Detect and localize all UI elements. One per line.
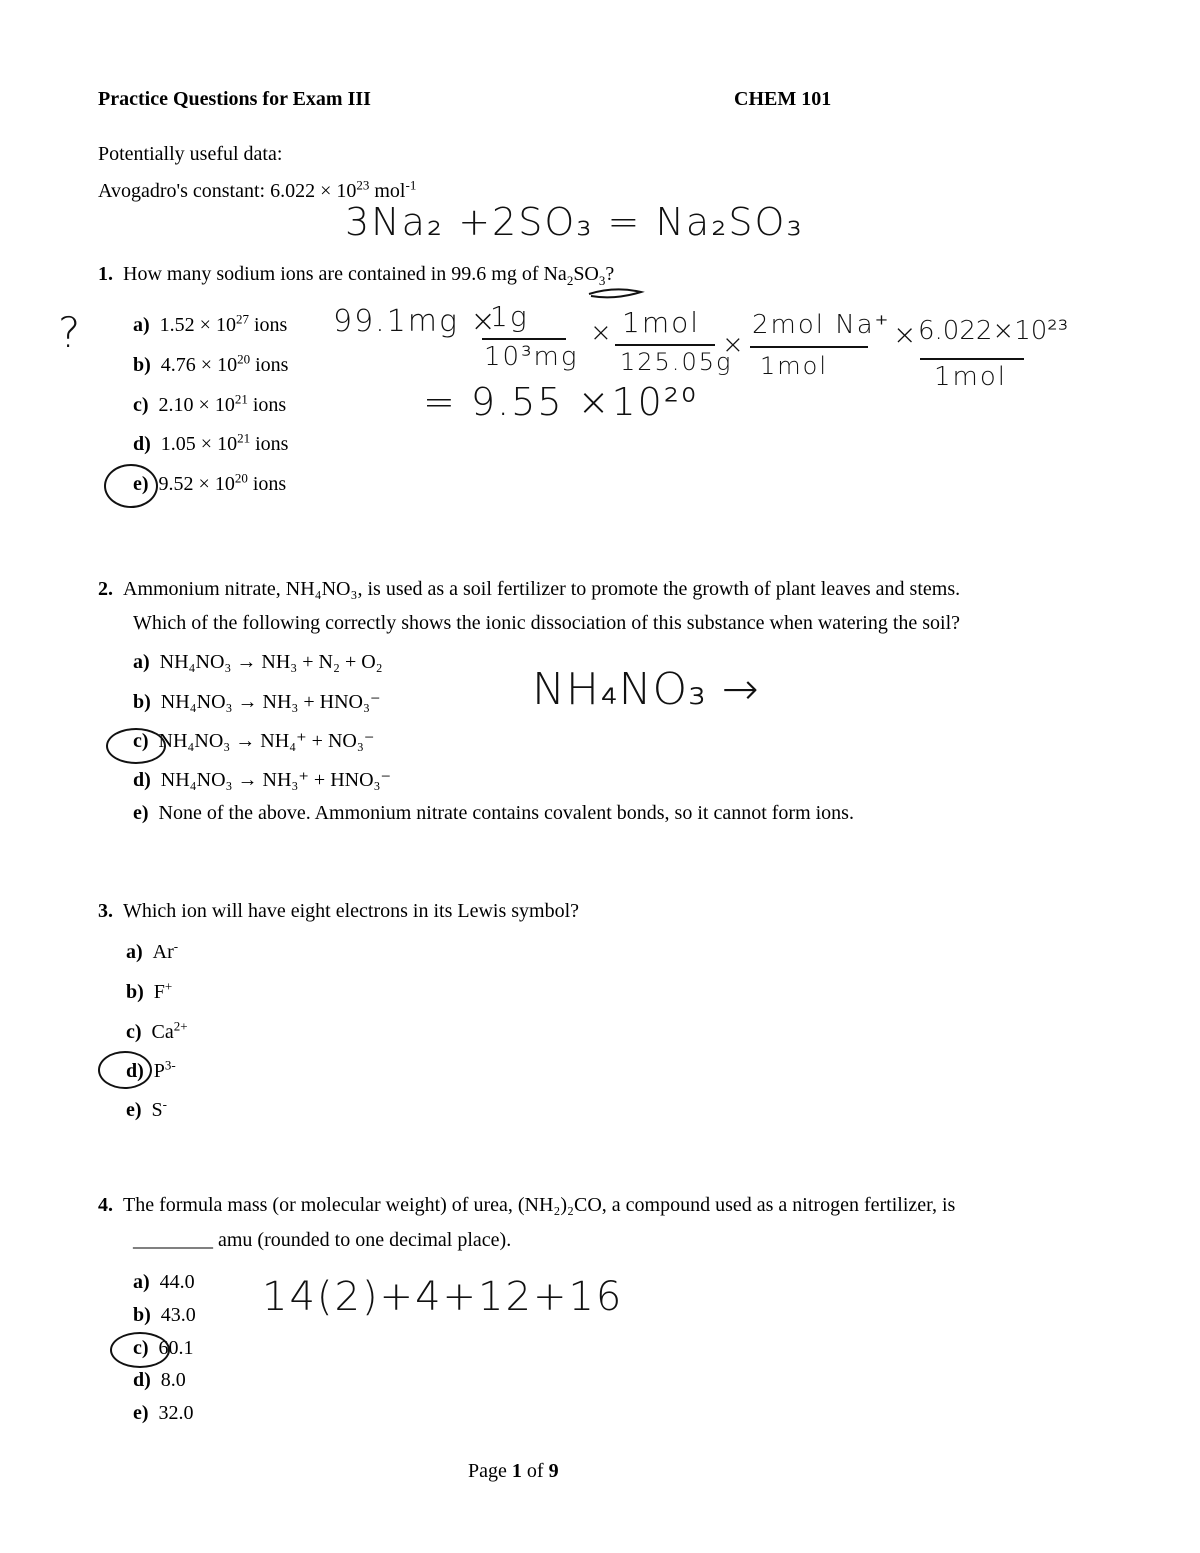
page-title: Practice Questions for Exam III [98, 88, 371, 110]
q1-option-d[interactable]: d) $1.05 \times 10^{21}$ ions [133, 430, 289, 455]
q2-line1: 2. Ammonium nitrate, NH₄NO₃, is used as a soil fertilizer to promote the growth of plant leaves and stems. [98, 578, 961, 600]
q4-option-b[interactable]: b) 43.0 [133, 1304, 196, 1326]
avogadro-constant: Avogadro's constant: $6.022 \times 10^{23}$ mol$^{-1}$ [98, 177, 417, 202]
q3-option-a[interactable]: a) Ar- [126, 938, 179, 963]
handwritten-times-1: × [590, 318, 614, 348]
handwritten-question-mark: ? [58, 308, 83, 357]
handwritten-equation: 3Na₂ +2SO₃ = Na₂SO₃ [345, 200, 804, 244]
q4-option-e[interactable]: e) 32.0 [133, 1402, 194, 1424]
handwritten-frac4-den: 1mol [934, 362, 1007, 392]
q3-option-e[interactable]: e) S- [126, 1096, 168, 1121]
q4-line2: ________ amu (rounded to one decimal place). [133, 1229, 512, 1251]
frac2-bar [615, 344, 715, 346]
q2-line2: Which of the following correctly shows the ionic dissociation of this substance when watering the soil? [133, 612, 961, 634]
q4-option-a[interactable]: a) 44.0 [133, 1271, 195, 1293]
frac3-bar [750, 346, 868, 348]
handwritten-frac2-num: 1mol [622, 306, 700, 339]
handwritten-frac3-num: 2mol Na⁺ [752, 310, 891, 340]
frac4-bar [920, 358, 1024, 360]
handwritten-times-3: × [893, 318, 919, 351]
handwritten-frac4-num: 6.022×10²³ [918, 316, 1069, 346]
course-code: CHEM 101 [734, 88, 832, 110]
q3-option-c[interactable]: c) $Ca^{2+}$ [126, 1018, 188, 1043]
q1-option-a[interactable]: a) $1.52 \times 10^{27}$ ions [133, 311, 288, 336]
answer-circle-q4 [110, 1332, 170, 1368]
answer-circle-q2 [106, 728, 166, 764]
handwritten-frac1-num: 1g [490, 300, 529, 333]
q4-line1: 4. The formula mass (or molecular weight) of urea, (NH₂)₂CO, a compound used as a nitrogen fertilizer, is [98, 1194, 956, 1216]
q3-option-d[interactable]: d) $P^{3-}$ [126, 1057, 176, 1082]
q2-option-e[interactable]: e) None of the above. Ammonium nitrate contains covalent bonds, so it cannot form ions. [133, 802, 854, 824]
q2-option-a[interactable]: a) NH₄NO₃ → NH₃ + N₂ + O₂ [133, 651, 383, 673]
handwritten-urea-calc: 14(2)+4+12+16 [262, 1274, 624, 1320]
q1-option-e[interactable]: e) $9.52 \times 10^{20}$ ions [133, 470, 287, 495]
q3-text: 3. Which ion will have eight electrons in its Lewis symbol? [98, 900, 580, 922]
handwritten-nh4no3: NH₄NO₃ → [532, 664, 760, 715]
data-label: Potentially useful data: [98, 143, 283, 165]
q1-text: 1. How many sodium ions are contained in 99.6 mg of $Na_2SO_3$? [98, 263, 615, 288]
handwritten-frac3-den: 1mol [760, 352, 828, 380]
handwritten-times-2: × [722, 330, 746, 360]
q2-option-d[interactable]: d) NH₄NO₃ → NH₃⁺ + HNO₃⁻ [133, 769, 392, 791]
q4-option-d[interactable]: d) 8.0 [133, 1369, 186, 1391]
handwritten-frac2-den: 125.05g [620, 348, 733, 376]
page-number: Page 1 of 9 [468, 1460, 559, 1482]
frac1-bar [482, 338, 566, 340]
handwritten-result: = 9.55 ×10²⁰ [423, 380, 699, 424]
q1-option-c[interactable]: c) $2.10 \times 10^{21}$ ions [133, 391, 287, 416]
underline-mark [585, 286, 645, 300]
handwritten-frac1-den: 10³mg [484, 342, 579, 372]
q3-option-b[interactable]: b) F+ [126, 978, 173, 1003]
answer-circle-q3 [98, 1051, 152, 1089]
answer-circle-q1 [104, 464, 158, 508]
q1-option-b[interactable]: b) $4.76 \times 10^{20}$ ions [133, 351, 289, 376]
q4-option-c[interactable]: c) 60.1 [133, 1337, 194, 1359]
q2-option-c[interactable]: c) NH₄NO₃ → NH₄⁺ + NO₃⁻ [133, 730, 375, 752]
q2-option-b[interactable]: b) NH₄NO₃ → NH₃ + HNO₃⁻ [133, 691, 381, 713]
handwritten-calc-start: 99.1mg × [333, 304, 498, 339]
